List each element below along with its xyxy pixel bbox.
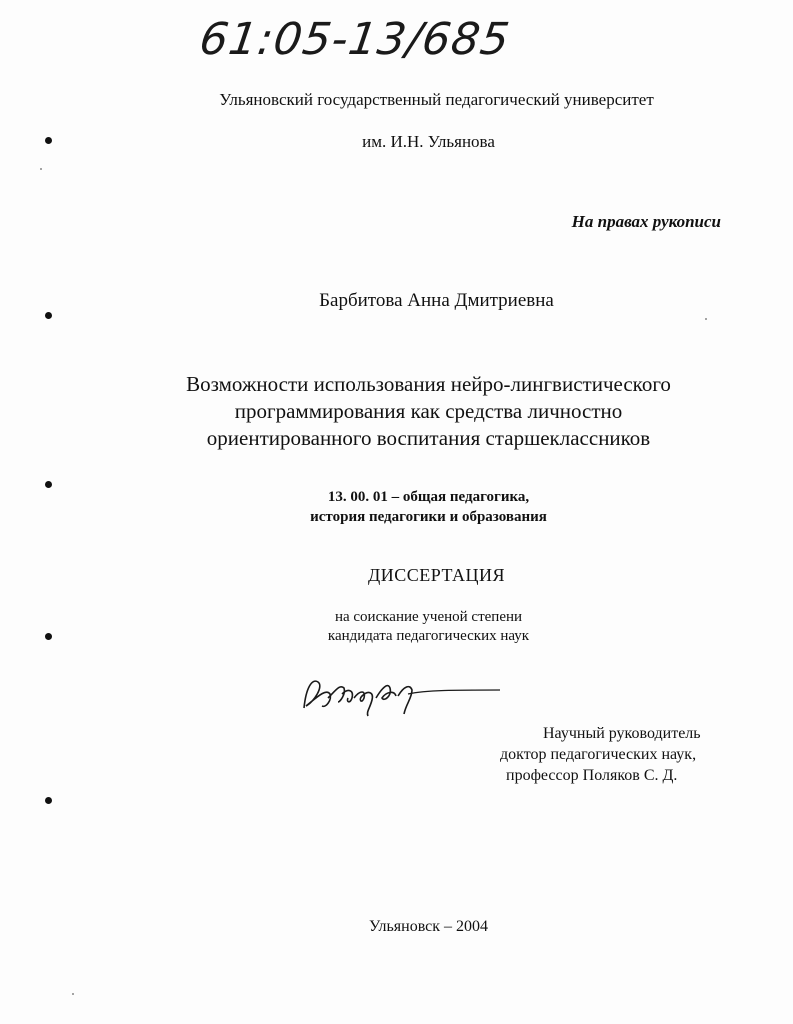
specialty-line: 13. 00. 01 – общая педагогика, — [327, 489, 530, 505]
university-name: Ульяновский государственный педагогический университет — [219, 90, 654, 109]
title-line: ориентированного воспитания старшеклассников — [206, 426, 651, 450]
title-line: Возможности использования нейро-лингвистического — [186, 372, 671, 396]
binder-hole — [45, 312, 52, 319]
university-named-after: им. И.Н. Ульянова — [362, 132, 495, 151]
scan-speck — [72, 993, 74, 995]
scan-speck — [705, 318, 707, 320]
author-name: Барбитова Анна Дмитриевна — [319, 290, 554, 311]
advisor-line: доктор педагогических наук, — [500, 746, 697, 763]
advisor-line: Научный руководитель — [543, 725, 701, 742]
title-line: программирования как средства личностно — [234, 399, 623, 423]
degree-line: кандидата педагогических наук — [327, 628, 530, 644]
specialty-line: история педагогики и образования — [310, 509, 547, 525]
binder-hole — [45, 797, 52, 804]
scientific-advisor-block — [500, 723, 701, 786]
author-signature — [296, 668, 506, 720]
advisor-line: профессор Поляков С. Д. — [506, 767, 678, 784]
binder-hole — [45, 481, 52, 488]
degree-line: на соискание ученой степени — [334, 609, 523, 625]
scan-speck — [40, 168, 42, 170]
archive-code-handwritten: 61:05-13/685 — [196, 14, 514, 65]
city-year: Ульяновск – 2004 — [368, 918, 489, 935]
document-type: ДИССЕРТАЦИЯ — [367, 565, 506, 585]
rights-note: На правах рукописи — [571, 212, 721, 231]
